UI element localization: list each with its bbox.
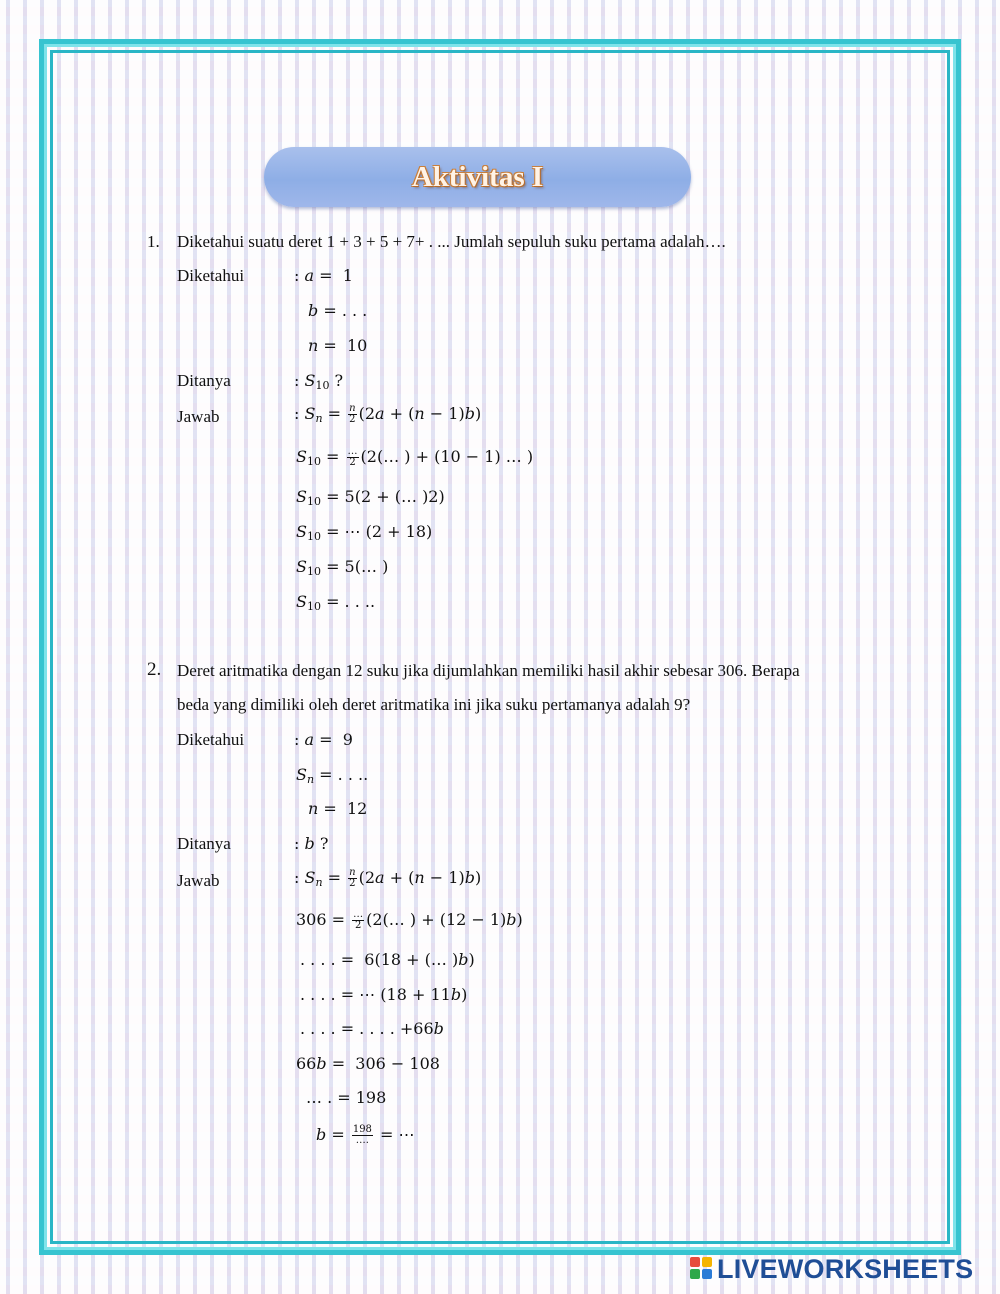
q2-formula: : $S_n$ = $\frac{n}{2}$ (2a + (n − 1)b) xyxy=(294,867,482,889)
q1-step-4: $S_{10}$ = 5(… ) xyxy=(296,557,389,578)
q2-question-line2: beda yang dimiliki oleh deret aritmatika ini jika suku pertamanya adalah 9? xyxy=(177,695,691,714)
q2-ditanya-label: Ditanya xyxy=(177,834,231,853)
q1-step-3: $S_{10}$ = ⋯ (2 + 18) xyxy=(296,522,433,543)
q1-jawab-label: Jawab xyxy=(177,407,220,426)
q2-step-1: 306 = $\frac{\dots}{2}$ (2(… ) + (12 − 1)b) xyxy=(296,909,523,931)
q1-formula: : $S_n$ = $\frac{n}{2}$ (2a + (n − 1)b) xyxy=(294,403,482,425)
title-banner xyxy=(264,147,691,207)
q1-a-value: : a = 1 xyxy=(294,266,353,285)
q1-step-5: $S_{10}$ = . . .. xyxy=(296,592,376,613)
q1-number: 1. xyxy=(147,232,160,251)
q1-b-value: b = . . . xyxy=(308,301,368,320)
q2-step-4: . . . . = . . . . +66b xyxy=(300,1019,444,1038)
q2-n-value: n = 12 xyxy=(308,799,368,818)
q2-ditanya-value: : b ? xyxy=(294,834,329,853)
q2-step-7: b = $\frac{198}{\dots.}$ = ⋯ xyxy=(316,1124,415,1146)
liveworksheets-brand xyxy=(690,1254,973,1284)
q1-n-value: n = 10 xyxy=(308,336,368,355)
q1-diketahui-label: Diketahui xyxy=(177,266,245,285)
q1-ditanya-qmark: ? xyxy=(334,371,344,390)
q2-step-6: … . = 198 xyxy=(306,1088,387,1107)
q2-sn-value: $S_n$ = . . .. xyxy=(296,765,369,786)
q1-step-1: $S_{10}$ = $\frac{\dots}{2}$ (2(… ) + (10 − 1) … ) xyxy=(296,446,534,468)
liveworksheets-text: LIVEWORKSHEETS xyxy=(717,1253,974,1284)
q2-jawab-label: Jawab xyxy=(177,871,220,890)
q2-step-2: . . . . = 6(18 + (… )b) xyxy=(300,950,475,969)
q2-question-line1: Deret aritmatika dengan 12 suku jika dijumlahkan memiliki hasil akhir sebesar 306. Berapa xyxy=(177,661,800,680)
q1-question: Diketahui suatu deret 1 + 3 + 5 + 7+ . ... Jumlah sepuluh suku pertama adalah…. xyxy=(177,232,726,251)
liveworksheets-logo-icon xyxy=(690,1257,714,1281)
q1-ditanya-label: Ditanya xyxy=(177,371,231,390)
q2-diketahui-label: Diketahui xyxy=(177,730,245,749)
q2-number: 2. xyxy=(147,659,162,680)
q2-step-3: . . . . = ⋯ (18 + 11b) xyxy=(300,985,468,1004)
page-border-inner xyxy=(50,50,950,1244)
q2-step-5: 66b = 306 − 108 xyxy=(296,1054,440,1073)
page-title: Aktivitas I xyxy=(411,160,544,193)
q1-ditanya-value: : $S_{10}$ ? xyxy=(294,371,344,392)
q1-step-2: $S_{10} = 5(2$ + (… )2) xyxy=(296,487,445,508)
q2-a-value: : a = 9 xyxy=(294,730,353,749)
